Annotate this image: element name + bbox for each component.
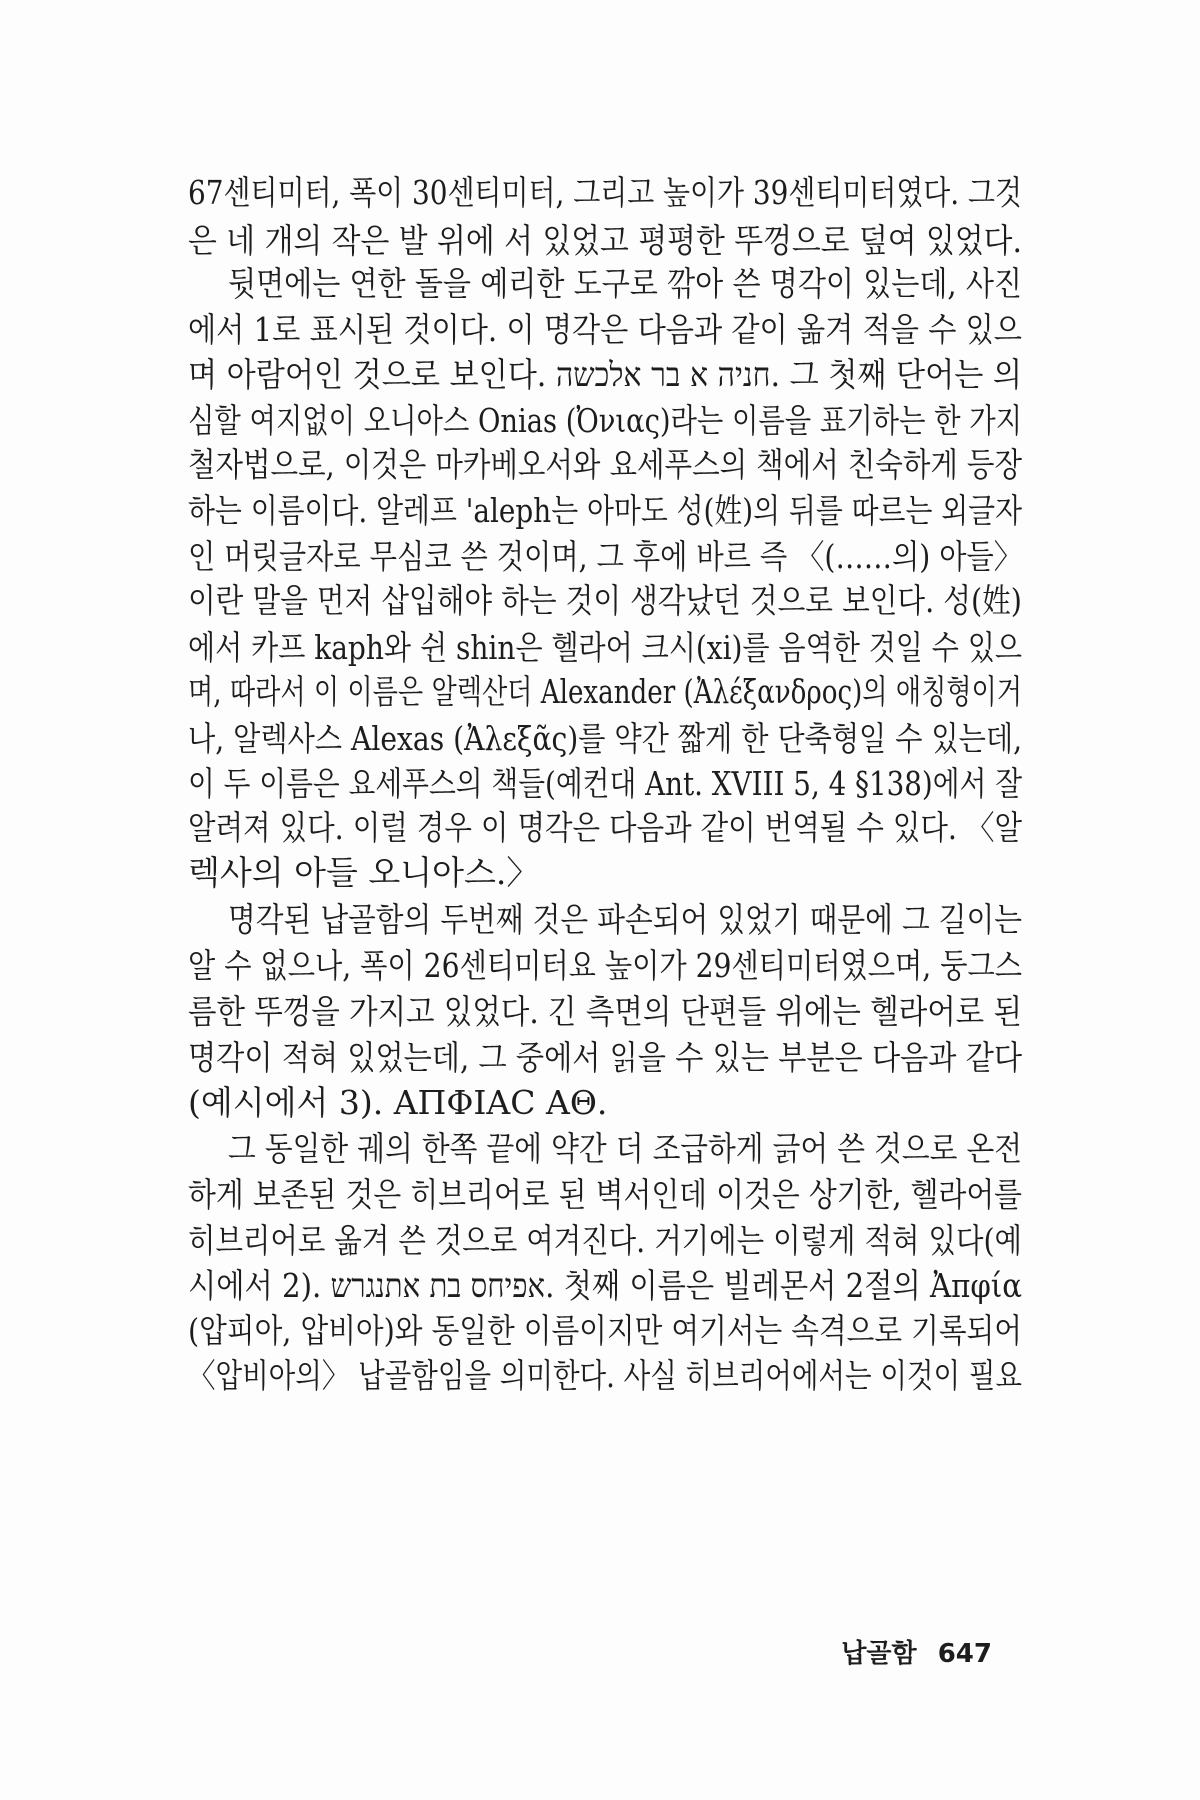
body-text: 67센티미터, 폭이 30센티미터, 그리고 높이가 39센티미터였다. 그것 은 네 개의 작은 발 위에 서 있었고 평평한 뚜껑으로 덮여 있었다. 뒷면에는 연한 돌을 예리한 도구로 깎아 쓴 명각이 있는데, 사진 에서 1로 표시된 것이다. 이 명각은 다음과 같이 옮겨 적을 수 있으 며 아람어인 것으로 보인다. חניה א בר אלכשה. 그 첫째 단어는 의 심할 여지없이 오니아스 Onias (Ὀνιας)라는 이름을 표기하는 한 가지 철자법으로, 이것은 마카베오서와 요세푸스의 책에서 친숙하게 등장 하는 이름이다. 알레프 'aleph는 아마도 성(姓)의 뒤를 따르는 외글자 인 머릿글자로 무심코 쓴 것이며, 그 후에 바르 즉 〈(……의) 아들〉 이란 말을 먼저 삽입해야 하는 것이 생각났던 것으로 보인다. 성(姓) 에서 카프 kaph와 쉰 shin은 헬라어 크시(xi)를 음역한 것일 수 있으 며, 따라서 이 이름은 알렉산더 Alexander (Ἀλέξανδρος)의 애칭형이거 나, 알렉사스 Alexas (Ἀλεξᾶς)를 약간 짧게 한 단축형일 수 있는데, 이 두 이름은 요세푸스의 책들(예컨대 Ant. XVIII 5, 4 §138)에서 잘 알려져 있다. 이럴 경우 이 명각은 다음과 같이 번역될 수 있다. 〈알 렉사의 아들 오니아스.〉 명각된 납골함의 두번째 것은 파손되어 있었기 때문에 그 길이는 알 수 없으나, 폭이 26센티미터요 높이가 29센티미터였으며, 둥그스 름한 뚜껑을 가지고 있었다. 긴 측면의 단편들 위에는 헬라어로 된 명각이 적혀 있었는데, 그 중에서 읽을 수 있는 부분은 다음과 같다 (예시에서 3). ΑΠΦΙΑC ΑΘ. 그 동일한 궤의 한쪽 끝에 약간 더 조급하게 긁어 쓴 것으로 온전 하게 보존된 것은 히브리어로 된 벽서인데 이것은 상기한, 헬라어를 히브리어로 옮겨 쓴 것으로 여겨진다. 거기에는 이렇게 적혀 있다(예 시에서 2). אפיחס בת אתנגרש. 첫째 이름은 빌레몬서 2절의 Ἀπφία (압피아, 압비아)와 동일한 이름이지만 여기서는 속격으로 기록되어 〈압비아의〉 납골함임을 의미한다. 사실 히브리어에서는 이것이 필요 <box>188 173 1023 1395</box>
page-footer <box>841 1633 992 1670</box>
page-number: 647 <box>937 1639 992 1669</box>
running-head: 납골함 <box>841 1639 917 1669</box>
